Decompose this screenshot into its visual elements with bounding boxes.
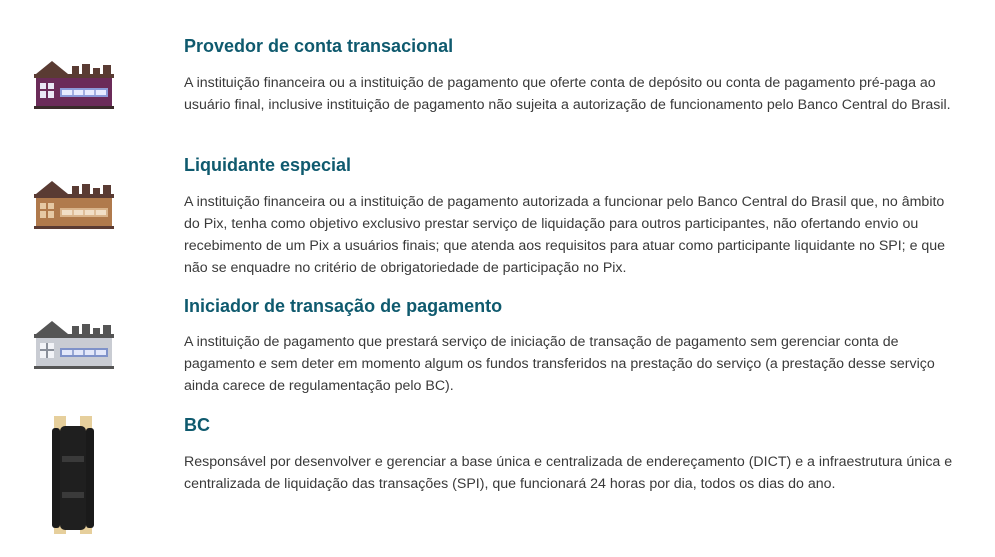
entry-title: BC: [184, 415, 210, 435]
entry-description: A instituição financeira ou a instituição de pagamento autorizada a funcionar pelo Banco Central do Brasil que, no âmbito do Pix, tenha como objetivo exclusivo prestar serviço de liquidação para outros participantes, não ofertando envio ou recebimento de um Pix a usuários finais; que atenda aos requisitos para atuar como participante liquidante no SPI; e que não se enquadre no critério de obrigatoriedade de participação no Pix.: [184, 194, 946, 276]
entry-title: Liquidante especial: [184, 155, 352, 175]
entry-title: Provedor de conta transacional: [184, 36, 454, 56]
purple-building-icon: [32, 56, 116, 110]
gray-building-icon: [32, 316, 116, 370]
entry-title: Iniciador de transação de pagamento: [184, 296, 503, 316]
central-bank-building-icon: [36, 414, 96, 538]
brown-building-icon: [32, 176, 116, 230]
entry-description: Responsável por desenvolver e gerenciar a base única e centralizada de endereçamento (DICT) e a infraestrutura única e centralizada de liquidação das transações (SPI), que funcionará 24 horas por dia, todos os dias do ano.: [184, 454, 953, 492]
entry-description: A instituição financeira ou a instituição de pagamento que oferte conta de depósito ou conta de pagamento pré-paga ao usuário final, inclusive instituição de pagamento não sujeita a autorização de funcionamento pelo Banco Central do Brasil.: [184, 75, 951, 113]
entry-description: A instituição de pagamento que prestará serviço de iniciação de transação de pagamento sem gerenciar conta de pagamento e sem deter em momento algum os fundos transferidos na prestação do serviço (a prestação desse serviço ainda carece de regulamentação pelo BC).: [184, 334, 935, 394]
